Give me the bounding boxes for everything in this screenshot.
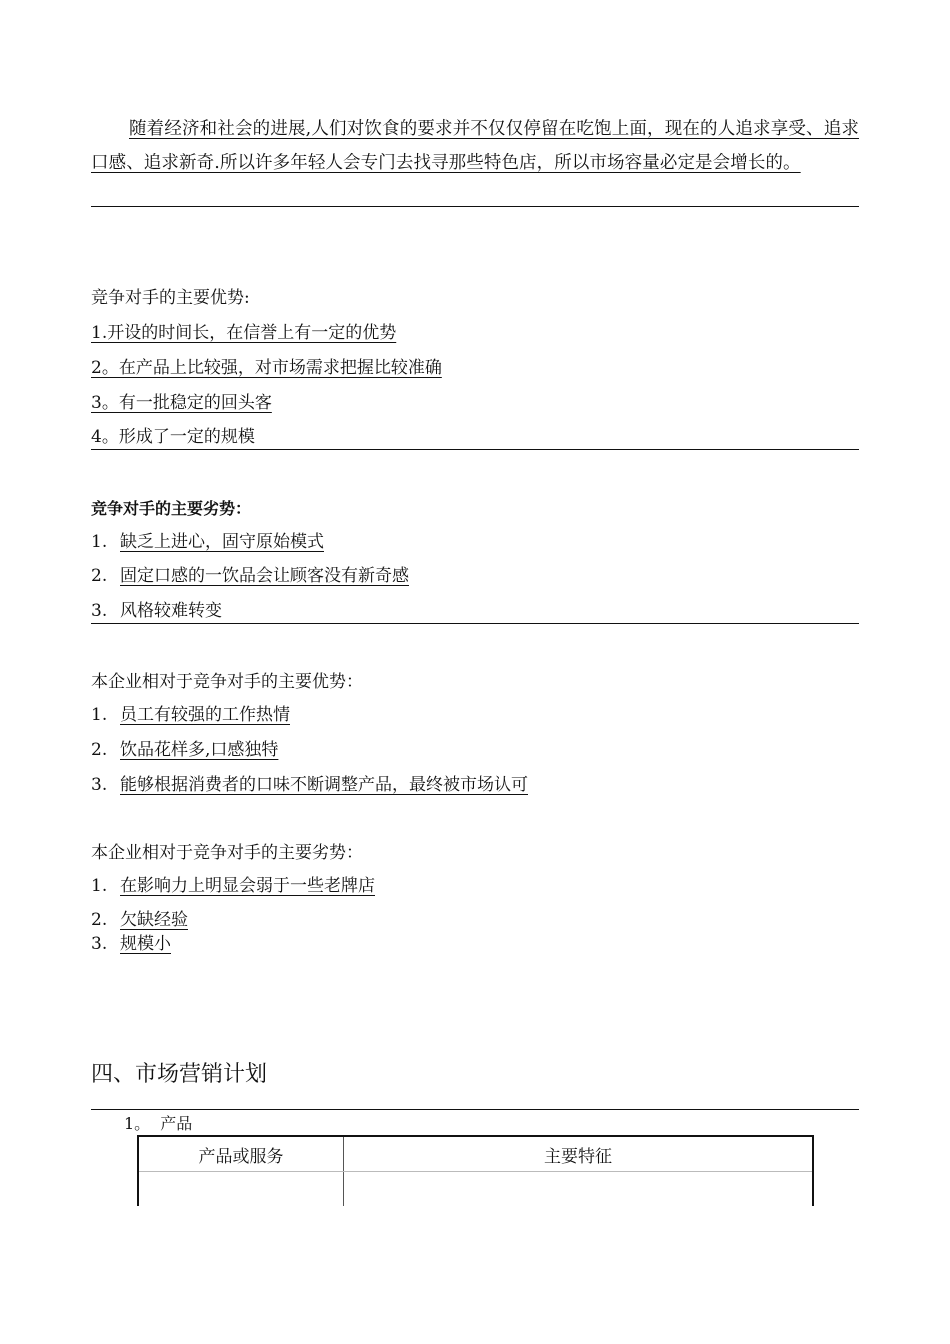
table-header-cell: 产品或服务	[138, 1136, 344, 1172]
divider	[91, 449, 859, 450]
competitor-weaknesses-heading: 竞争对手的主要劣势：	[91, 499, 252, 518]
subsection-title	[124, 1113, 192, 1135]
divider	[91, 206, 859, 207]
list-item: 1. 在影响力上明显会弱于一些老牌店	[91, 876, 375, 896]
subsection-name: 产品	[160, 1114, 193, 1133]
list-item: 1.开设的时间长，在信誉上有一定的优势	[91, 323, 397, 343]
table-header-row	[138, 1136, 813, 1172]
section-title: 四、市场营销计划	[91, 1062, 268, 1087]
our-weaknesses-heading: 本企业相对于竞争对手的主要劣势：	[91, 843, 363, 863]
list-item: 3. 风格较难转变	[91, 601, 222, 621]
list-item: 2。在产品上比较强，对市场需求把握比较准确	[91, 358, 442, 378]
list-item: 3. 规模小	[91, 934, 171, 954]
table-cell[interactable]	[344, 1172, 814, 1207]
table-row	[138, 1172, 813, 1207]
list-item: 2. 饮品花样多,口感独特	[91, 740, 279, 760]
list-item: 2. 欠缺经验	[91, 910, 188, 930]
list-item: 3. 能够根据消费者的口味不断调整产品，最终被市场认可	[91, 775, 528, 795]
intro-paragraph: 随着经济和社会的进展,人们对饮食的要求并不仅仅停留在吃饱上面，现在的人追求享受、追求口感、追求新奇.所以许多年轻人会专门去找寻那些特色店，所以市场容量必定是会增长的。	[91, 119, 859, 173]
list-item: 1. 缺乏上进心，固守原始模式	[91, 532, 324, 552]
list-item: 4。形成了一定的规模	[91, 427, 255, 447]
competitor-strengths-heading: 竞争对手的主要优势:	[91, 288, 250, 308]
list-item: 1. 员工有较强的工作热情	[91, 705, 290, 725]
list-item: 3。有一批稳定的回头客	[91, 393, 272, 413]
subsection-number: 1。	[124, 1114, 151, 1133]
divider	[91, 1109, 859, 1110]
our-strengths-heading: 本企业相对于竞争对手的主要优势：	[91, 672, 363, 692]
divider	[91, 623, 859, 624]
list-item: 2. 固定口感的一饮品会让顾客没有新奇感	[91, 566, 409, 586]
table-header-cell: 主要特征	[344, 1136, 814, 1172]
product-table	[137, 1135, 814, 1206]
table-cell[interactable]	[138, 1172, 344, 1207]
